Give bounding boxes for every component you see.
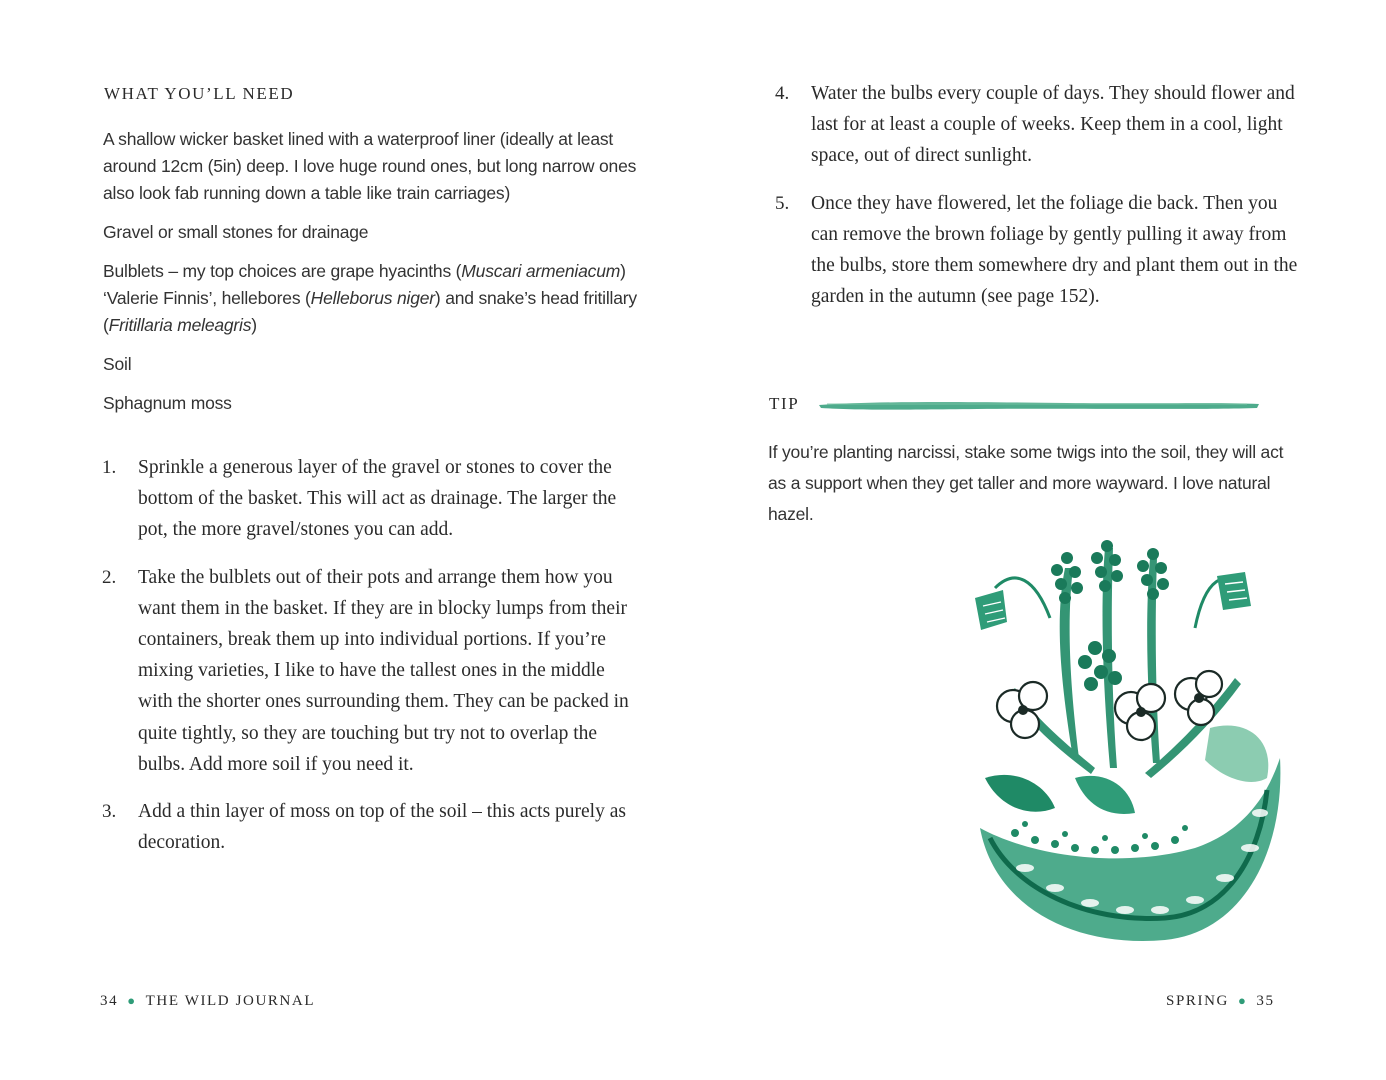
step-number: 3. (102, 801, 117, 823)
page-number-right: 35 (1256, 993, 1275, 1009)
fritillaria-latin-name: Fritillaria meleagris (108, 315, 252, 335)
steps-list-left (102, 452, 642, 874)
step-text: Add a thin layer of moss on top of the soil – this acts purely as decoration. (138, 801, 626, 854)
folio-left (100, 993, 315, 1010)
tip-text: If you’re planting narcissi, stake some twigs into the soil, they will act as a support when they get taller and more wayward. I love natural hazel. (768, 442, 1284, 524)
need-basket: A shallow wicker basket lined with a waterproof liner (ideally at least around 12cm (5in) deep. I love huge round ones, but long narrow ones also look fab running down a table like train carriages) (103, 129, 637, 203)
need-soil: Soil (103, 354, 132, 374)
step-number: 5. (775, 192, 790, 214)
basket-of-bulbs-illustration (955, 528, 1290, 953)
need-moss: Sphagnum moss (103, 393, 232, 413)
bulblets-end: ) (251, 315, 257, 335)
tip-label: TIP (769, 394, 800, 413)
page-number-left: 34 (100, 993, 119, 1009)
bulblets-intro: Bulblets – my top choices are grape hyacinths ( (103, 261, 462, 281)
step-item (102, 796, 642, 858)
tip-header (769, 392, 1269, 416)
bulblets-mid2: ) and snake’s head fritillary ( (103, 288, 637, 335)
step-item (775, 188, 1300, 313)
steps-list-right (775, 78, 1300, 328)
helleborus-latin-name: Helleborus niger (310, 288, 435, 308)
step-item (775, 78, 1300, 172)
step-text: Sprinkle a generous layer of the gravel or stones to cover the bottom of the basket. This will act as drainage. The larger the pot, the more gravel/stones you can add. (138, 457, 617, 541)
bullet-icon: ● (1237, 993, 1248, 1008)
step-text: Once they have flowered, let the foliage die back. Then you can remove the brown foliage by gently pulling it away from the bulbs, store them somewhere dry and plant them out in the garden in the autumn (see page 152). (811, 192, 1298, 308)
bullet-icon: ● (127, 993, 137, 1008)
step-number: 2. (102, 566, 117, 588)
what-you-need-heading: WHAT YOU’LL NEED (104, 84, 295, 103)
step-item (102, 452, 642, 546)
step-text: Water the bulbs every couple of days. They should flower and last for at least a couple of weeks. Keep them in a cool, light space, out of direct sunlight. (811, 83, 1295, 167)
folio-right (1166, 993, 1275, 1010)
section-name: SPRING (1166, 993, 1229, 1009)
step-text: Take the bulblets out of their pots and arrange them how you want them in the basket. If they are in blocky lumps from their containers, break them up into individual portions. If you’re mixing varieties, I like to have the tallest ones in the middle with the shorter ones surrounding them. They can be packed in quite tightly, so they are touching but try not to overlap the bulbs. Add more soil if you need it. (138, 566, 629, 775)
need-bulblets (103, 258, 643, 339)
bulblets-mid1: ) ‘Valerie Finnis’, hellebores ( (103, 261, 626, 308)
muscari-latin-name: Muscari armeniacum (461, 261, 621, 281)
step-number: 1. (102, 457, 117, 478)
step-item (102, 562, 642, 780)
step-number: 4. (775, 83, 790, 104)
needs-list (103, 126, 643, 429)
need-gravel: Gravel or small stones for drainage (103, 222, 369, 242)
brush-stroke-icon (817, 398, 1262, 412)
book-title: THE WILD JOURNAL (145, 993, 316, 1009)
